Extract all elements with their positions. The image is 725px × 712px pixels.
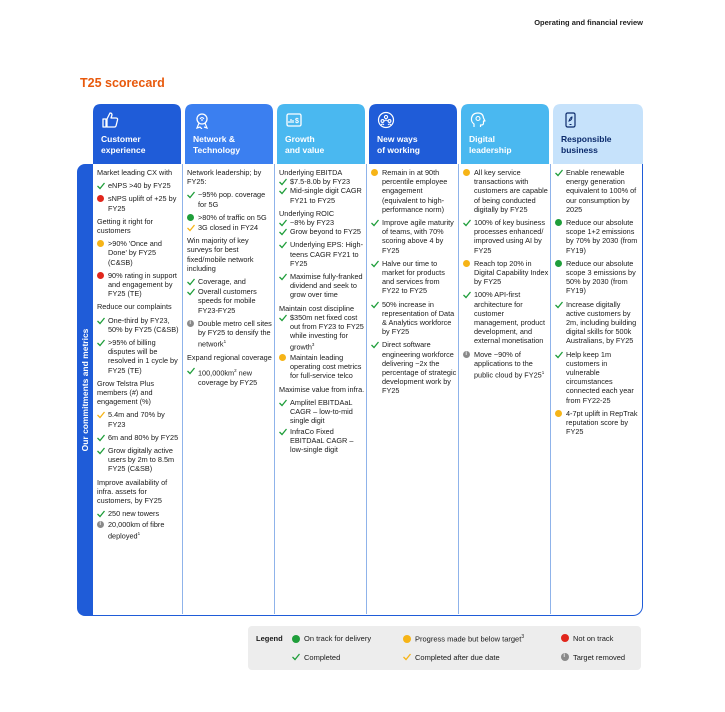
progress-dot-icon <box>463 169 470 176</box>
check-green-icon <box>555 301 563 309</box>
metric-item <box>187 223 273 232</box>
metric-item <box>371 259 457 296</box>
column-divider <box>182 164 183 614</box>
check-green-icon <box>279 187 287 195</box>
metric-item <box>555 350 641 405</box>
metric-item <box>279 313 365 352</box>
metric-text: >80% of traffic on 5G <box>198 212 267 222</box>
metric-item <box>371 300 457 337</box>
check-green-icon <box>97 510 105 518</box>
target-removed-icon <box>187 320 194 327</box>
header-growth-value <box>277 104 365 164</box>
check-green-icon <box>187 288 195 296</box>
legend <box>248 626 641 670</box>
metric-text: ~8% by FY23 <box>290 218 335 228</box>
column-divider <box>550 164 551 614</box>
target-removed-icon <box>97 521 104 528</box>
footnote-marker: 1 <box>223 339 227 345</box>
metric-text: Coverage, and <box>198 277 246 287</box>
growth-dollar-icon <box>285 111 303 129</box>
check-green-icon <box>279 219 287 227</box>
svg-text:$: $ <box>295 118 299 125</box>
not-on-track-dot-icon <box>97 195 104 202</box>
column-digital-leadership <box>463 168 549 384</box>
footnote-marker: 1 <box>137 530 141 536</box>
metric-text: Halve our time to market for products and services from FY22 to FY25 <box>382 258 445 296</box>
header-label: Customer experience <box>101 134 146 155</box>
metric-text: eNPS >40 by FY25 <box>108 181 171 191</box>
metric-text: sNPS uplift of +25 by FY25 <box>108 194 177 213</box>
column-responsible-business <box>555 168 641 440</box>
metric-item <box>97 520 181 541</box>
check-green-icon <box>555 351 563 359</box>
legend-progress <box>403 634 524 644</box>
metric-item <box>187 190 273 208</box>
check-green-icon <box>97 434 105 442</box>
metric-item <box>555 300 641 346</box>
on-track-dot-icon <box>187 214 194 221</box>
footnote-marker: 1 <box>541 370 545 376</box>
metric-heading: Market leading CX with <box>97 168 173 177</box>
footnote-marker: 3 <box>521 634 525 640</box>
check-green-icon <box>279 228 287 236</box>
legend-label: Progress made but below target <box>415 634 522 644</box>
check-green-icon <box>279 241 287 249</box>
metric-text: Amplitel EBITDAaL CAGR – low-to-mid single digit <box>290 397 353 426</box>
metric-text: All key service transactions with customers are capable of being conducted digitally by FY25 <box>474 168 548 214</box>
legend-completed-late <box>403 653 500 662</box>
metric-text: Improve agile maturity of teams, with 70% scoring above 4 by FY25 <box>382 218 454 255</box>
check-green-icon <box>371 341 379 349</box>
metric-item <box>97 509 181 518</box>
metric-item <box>279 240 365 268</box>
metric-item <box>187 213 273 222</box>
metric-heading: Network leadership; by FY25: <box>187 168 262 187</box>
metric-text: 100% of key business processes enhanced/ improved using AI by FY25 <box>474 218 545 255</box>
metric-text: Reach top 20% in Digital Capability Index by FY25 <box>474 258 549 287</box>
check-green-icon <box>371 301 379 309</box>
metric-item <box>279 353 365 381</box>
metric-heading: Maximise value from infra. <box>279 384 365 394</box>
metric-item <box>463 290 549 345</box>
metric-text: 100% API-first architecture for customer management, product development, and external monetisation <box>474 290 545 346</box>
metric-item <box>187 277 273 286</box>
thumbs-up-icon <box>101 111 119 129</box>
column-new-ways-of-working <box>371 168 457 400</box>
metric-heading: Expand regional coverage <box>187 352 272 362</box>
metric-heading: Improve availability of infra. assets for customers, by FY25 <box>97 477 168 506</box>
metric-item <box>555 409 641 437</box>
digital-head-icon <box>469 111 487 129</box>
metric-text: Mid-single digit CAGR FY21 to FY25 <box>290 186 362 205</box>
header-new-ways-of-working <box>369 104 457 164</box>
metric-item <box>555 168 641 214</box>
check-amber-icon <box>403 653 411 661</box>
check-green-icon <box>279 178 287 186</box>
metric-text: $7.5-8.0b by FY23 <box>290 177 351 187</box>
metric-text: InfraCo Fixed EBITDAaL CAGR –low-single digit <box>290 426 354 454</box>
metric-item <box>97 446 181 474</box>
legend-label: Completed <box>304 653 341 662</box>
header-label: Responsible business <box>561 134 612 155</box>
metric-item <box>279 272 365 300</box>
metric-text: Reduce our absolute scope 3 emissions by 50% by 2030 (from FY19) <box>566 258 636 296</box>
metric-text: Grow digitally active users by 2m to 8.5m FY25 (C&SB) <box>108 446 175 474</box>
check-green-icon <box>97 182 105 190</box>
metric-heading: Maintain cost discipline <box>279 303 355 313</box>
metric-heading: Win majority of key surveys for best fixed/mobile network including <box>187 236 254 273</box>
responsible-phone-icon <box>561 111 579 129</box>
metric-text: new coverage by FY25 <box>198 368 258 387</box>
header-customer-experience <box>93 104 181 164</box>
metric-text: ~95% pop. coverage for 5G <box>198 190 266 209</box>
metric-text: 100,000km <box>198 368 235 378</box>
metric-text: 50% increase in representation of Data & Analytics workforce by FY25 <box>382 299 455 337</box>
check-green-icon <box>463 291 471 299</box>
check-green-icon <box>371 260 379 268</box>
metric-text: Grow beyond to FY25 <box>290 227 361 237</box>
metric-item <box>279 398 365 426</box>
metric-text: Double metro cell sites by FY25 to densify the network <box>198 318 272 349</box>
header-label: Digital leadership <box>469 134 512 155</box>
column-headers <box>93 104 643 164</box>
metric-item <box>97 338 181 375</box>
metric-item <box>463 259 549 287</box>
metric-text: Enable renewable energy generation equivalent to 100% of our consumption by 2025 <box>566 168 637 214</box>
metric-text: Maintain leading operating cost metrics for full-service telco <box>290 353 362 381</box>
progress-dot-icon <box>555 410 562 417</box>
metric-text: 4-7pt uplift in RepTrak reputation score by FY25 <box>566 408 638 437</box>
column-divider <box>274 164 275 614</box>
metric-item <box>279 186 365 204</box>
check-green-icon <box>555 169 563 177</box>
metric-text: 3G closed in FY24 <box>198 223 259 233</box>
not-on-track-dot-icon <box>561 634 569 642</box>
check-green-icon <box>279 314 287 322</box>
column-growth-value <box>279 168 365 458</box>
check-green-icon <box>97 447 105 455</box>
metric-text: >90% 'Once and Done' by FY25 (C&SB) <box>108 239 162 267</box>
footnote-marker: 3 <box>311 342 315 348</box>
target-removed-icon <box>463 351 470 358</box>
section-header: Operating and financial review <box>534 18 643 27</box>
on-track-dot-icon <box>555 260 562 267</box>
metric-text: >95% of billing disputes will be resolved in 1 cycle by FY25 (TE) <box>108 338 178 375</box>
metric-item <box>279 218 365 227</box>
not-on-track-dot-icon <box>97 272 104 279</box>
team-people-icon <box>377 111 395 129</box>
metric-heading: Reduce our complaints <box>97 302 172 312</box>
metric-item <box>97 239 181 267</box>
check-green-icon <box>292 653 300 661</box>
check-green-icon <box>279 399 287 407</box>
metric-item <box>279 427 365 455</box>
metric-text: 5.4m and 70% by FY23 <box>108 410 165 429</box>
metric-item <box>279 177 365 186</box>
check-green-icon <box>371 219 379 227</box>
metric-item <box>97 194 181 212</box>
legend-title: Legend <box>256 634 283 643</box>
check-amber-icon <box>187 224 195 232</box>
metric-item <box>371 340 457 395</box>
metric-text: Direct software engineering workforce delivering ~2x the percentage of strategic development work by FY25 <box>382 340 457 396</box>
check-green-icon <box>463 219 471 227</box>
metric-item <box>97 316 181 334</box>
metric-text: Help keep 1m customers in vulnerable circumstances connected each year from FY22-25 <box>566 349 634 405</box>
page-title: T25 scorecard <box>80 76 165 90</box>
metric-text: $350m net fixed cost out from FY23 to FY25 while investing for growth <box>290 312 364 352</box>
metric-item <box>97 271 181 299</box>
metric-text: Remain in at 90th percentile employee engagement (equivalent to high-performance norm) <box>382 168 448 214</box>
legend-label: Target removed <box>573 653 626 662</box>
metric-text: 6m and 80% by FY25 <box>108 432 179 442</box>
header-label: Network & Technology <box>193 134 241 155</box>
metric-item <box>555 259 641 296</box>
check-green-icon <box>97 317 105 325</box>
legend-label: Not on track <box>573 634 614 643</box>
legend-on-track <box>292 634 371 643</box>
metric-item <box>371 168 457 214</box>
on-track-dot-icon <box>555 219 562 226</box>
metric-text: 90% rating in support and engagement by FY25 (TE) <box>108 270 177 299</box>
progress-dot-icon <box>403 635 411 643</box>
header-responsible-business <box>553 104 643 164</box>
target-removed-icon <box>561 653 569 661</box>
metric-item <box>97 433 181 442</box>
check-green-icon <box>187 278 195 286</box>
header-digital-leadership <box>461 104 549 164</box>
header-label: Growth and value <box>285 134 325 155</box>
metric-item <box>279 227 365 236</box>
metric-heading: Underlying ROIC <box>279 208 335 218</box>
progress-dot-icon <box>279 354 286 361</box>
metric-text: Overall customers speeds for mobile FY23-FY25 <box>198 287 257 315</box>
metric-text: Move ~90% of applications to the public cloud by FY25 <box>474 349 542 380</box>
legend-not-on-track <box>561 634 613 643</box>
signal-award-icon <box>193 111 211 129</box>
check-green-icon <box>279 273 287 281</box>
metric-item <box>97 181 181 190</box>
metric-item <box>187 287 273 315</box>
check-green-icon <box>97 339 105 347</box>
metric-text: 20,000km of fibre deployed <box>108 519 165 541</box>
column-divider <box>366 164 367 614</box>
progress-dot-icon <box>97 240 104 247</box>
metric-item <box>187 366 273 387</box>
progress-dot-icon <box>371 169 378 176</box>
metric-heading: Grow Telstra Plus members (#) and engagement (%) <box>97 378 155 407</box>
legend-label: Completed after due date <box>415 653 500 662</box>
sidebar-label: Our commitments and metrics <box>80 328 90 452</box>
sidebar-commitments <box>77 164 93 616</box>
metric-text: Underlying EPS: High-teens CAGR FY21 to FY25 <box>290 240 364 268</box>
check-green-icon <box>279 428 287 436</box>
on-track-dot-icon <box>292 635 300 643</box>
column-divider <box>458 164 459 614</box>
metric-item <box>97 410 181 428</box>
metric-text: One-third by FY23, 50% by FY25 (C&SB) <box>108 315 179 334</box>
legend-label: On track for delivery <box>304 634 372 643</box>
metric-item <box>463 218 549 255</box>
footnote-marker: 2 <box>234 368 237 374</box>
metric-item <box>187 319 273 349</box>
metric-item <box>555 218 641 255</box>
progress-dot-icon <box>463 260 470 267</box>
check-green-icon <box>187 191 195 199</box>
legend-target-removed <box>561 653 625 662</box>
metric-heading: Getting it right for customers <box>97 216 153 236</box>
metric-item <box>463 350 549 380</box>
header-label: New ways of working <box>377 134 420 155</box>
column-network-technology <box>187 168 273 391</box>
metric-text: Reduce our absolute scope 1+2 emissions by 70% by 2030 (from FY19) <box>566 218 638 255</box>
check-green-icon <box>187 367 195 375</box>
legend-completed <box>292 653 340 662</box>
metric-text: Maximise fully-franked dividend and seek to grow over time <box>290 272 363 300</box>
column-customer-experience <box>97 168 181 544</box>
check-amber-icon <box>97 411 105 419</box>
metric-text: Increase digitally active customers by 2m, including building digital skills for 500k Australians, by FY25 <box>566 299 637 346</box>
header-network-technology <box>185 104 273 164</box>
metric-heading: Underlying EBITDA <box>279 168 343 177</box>
metric-item <box>371 218 457 255</box>
metric-item <box>463 168 549 214</box>
metric-text: 250 new towers <box>108 509 160 519</box>
